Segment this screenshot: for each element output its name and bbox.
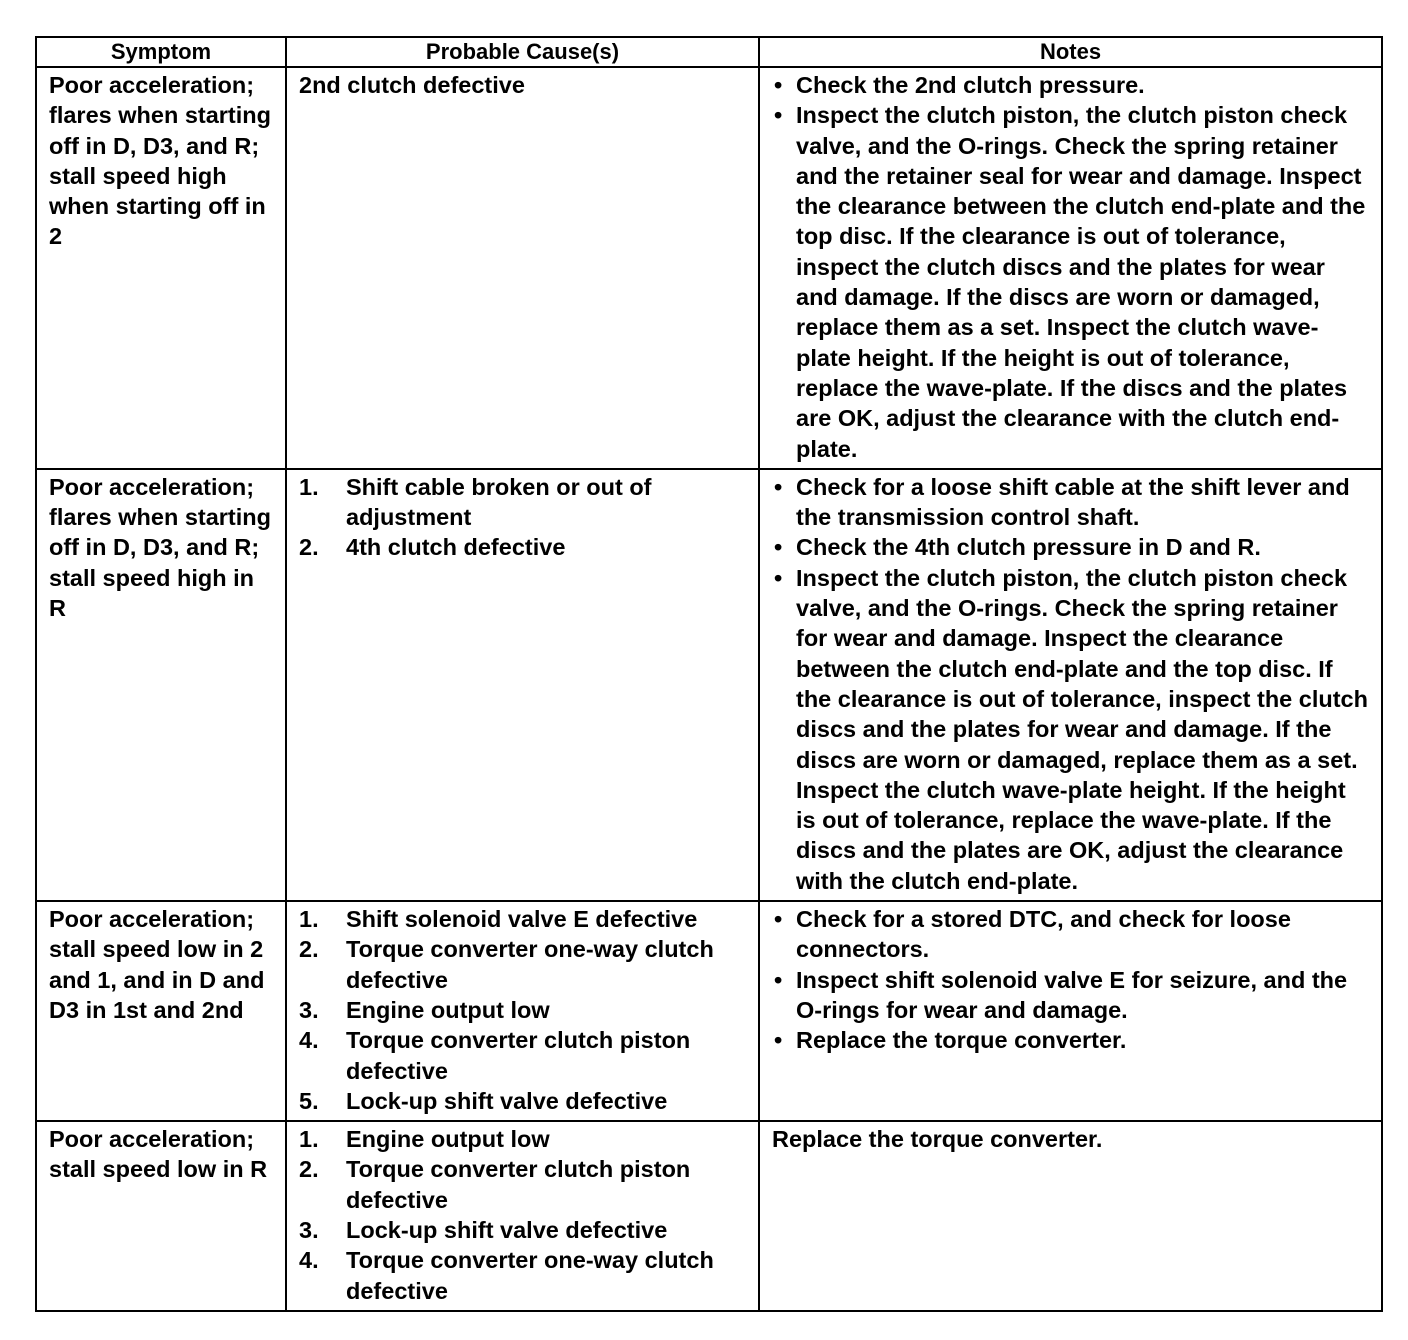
cause-item: 4. Torque converter one-way clutch defective	[299, 1247, 714, 1304]
cause-list	[299, 1124, 748, 1306]
symptom-cell: Poor acceleration; flares when starting off in D, D3, and R; stall speed high when starting off in 2	[36, 67, 286, 469]
cause-item: 1. Shift cable broken or out of adjustment	[299, 473, 652, 531]
notes-list	[772, 904, 1371, 1055]
table-row	[36, 1121, 1382, 1311]
header-probable-causes: Probable Cause(s)	[286, 37, 759, 67]
symptom-cell: Poor acceleration; flares when starting off in D, D3, and R; stall speed high in R	[36, 469, 286, 901]
notes-cell	[759, 901, 1382, 1121]
cause-item: 5. Lock-up shift valve defective	[299, 1087, 668, 1114]
note-text: Inspect the clutch piston, the clutch piston check valve, and the O-rings. Check the spring retainer for wear and damage. Inspect the clearance between the clutch end-plate and the top disc. If the clearance is out of tolerance, inspect the clutch discs and the plates for wear and damage. If the discs are worn or damaged, replace them as a set. Inspect the clutch wave-plate height. If the height is out of tolerance, replace the wave-plate. If the discs and the plates are OK, adjust the clearance with the clutch end-plate.	[796, 564, 1368, 894]
note-item: • Check the 2nd clutch pressure.	[772, 70, 1371, 100]
cause-cell	[286, 1121, 759, 1311]
troubleshooting-table	[35, 36, 1383, 1312]
note-text: Replace the torque converter.	[796, 1027, 1127, 1054]
header-symptom: Symptom	[36, 37, 286, 67]
cause-item: 1. Shift solenoid valve E defective	[299, 906, 698, 933]
cause-cell	[286, 67, 759, 469]
cause-list	[299, 904, 748, 1116]
notes-cell	[759, 1121, 1382, 1311]
cause-list	[299, 472, 748, 563]
note-item: • Inspect shift solenoid valve E for seizure, and the O-rings for wear and damage.	[772, 965, 1371, 1026]
note-text: Check the 4th clutch pressure in D and R.	[796, 534, 1261, 561]
table-row	[36, 67, 1382, 469]
table-row	[36, 901, 1382, 1121]
note-text: Inspect the clutch piston, the clutch piston check valve, and the O-rings. Check the spring retainer and the retainer seal for wear and damage. Inspect the clearance between the clutch end-plate and the top disc. If the clearance is out of tolerance, inspect the clutch discs and the plates for wear and damage. If the discs are worn or damaged, replace them as a set. Inspect the clutch wave-plate height. If the height is out of tolerance, replace the wave-plate. If the discs and the plates are OK, adjust the clearance with the clutch end-plate.	[796, 102, 1366, 462]
cause-item: 2. Torque converter one-way clutch defective	[299, 936, 714, 993]
note-text: Check the 2nd clutch pressure.	[796, 72, 1145, 98]
note-item: • Replace the torque converter.	[772, 1025, 1371, 1055]
note-text: Replace the torque converter.	[772, 1126, 1103, 1153]
note-text: Check for a loose shift cable at the shift lever and the transmission control shaft.	[796, 473, 1350, 531]
cause-item: 4. Torque converter clutch piston defective	[299, 1027, 691, 1084]
cause-item: 3. Lock-up shift valve defective	[299, 1216, 668, 1243]
note-item: • Check for a loose shift cable at the shift lever and the transmission control shaft.	[772, 472, 1371, 533]
note-item: • Inspect the clutch piston, the clutch piston check valve, and the O-rings. Check the spring retainer for wear and damage. Inspect the clearance between the clutch end-plate and the top disc. If the clearance is out of tolerance, inspect the clutch discs and the plates for wear and damage. If the discs are worn or damaged, replace them as a set. Inspect the clutch wave-plate height. If the height is out of tolerance, replace the wave-plate. If the discs and the plates are OK, adjust the clearance with the clutch end-plate.	[772, 563, 1371, 896]
note-text: Inspect shift solenoid valve E for seizure, and the O-rings for wear and damage.	[796, 966, 1348, 1023]
notes-list	[772, 472, 1371, 896]
notes-cell	[759, 67, 1382, 469]
cause-cell	[286, 901, 759, 1121]
symptom-cell: Poor acceleration; stall speed low in R	[36, 1121, 286, 1311]
notes-list	[772, 70, 1371, 464]
note-item: • Check for a stored DTC, and check for loose connectors.	[772, 904, 1371, 965]
cause-item: 3. Engine output low	[299, 996, 550, 1023]
notes-cell	[759, 469, 1382, 901]
note-text: Check for a stored DTC, and check for loose connectors.	[796, 906, 1291, 963]
cause-item: 1. Engine output low	[299, 1126, 550, 1153]
cause-text: 2nd clutch defective	[299, 72, 525, 98]
symptom-cell: Poor acceleration; stall speed low in 2 and 1, and in D and D3 in 1st and 2nd	[36, 901, 286, 1121]
table-header-row	[36, 37, 1382, 67]
header-notes: Notes	[759, 37, 1382, 67]
table-row	[36, 469, 1382, 901]
cause-item: 2. Torque converter clutch piston defective	[299, 1156, 691, 1213]
cause-cell	[286, 469, 759, 901]
note-item: • Check the 4th clutch pressure in D and R.	[772, 532, 1371, 562]
cause-item: 2. 4th clutch defective	[299, 534, 566, 561]
note-item: • Inspect the clutch piston, the clutch piston check valve, and the O-rings. Check the spring retainer and the retainer seal for wear and damage. Inspect the clearance between the clutch end-plate and the top disc. If the clearance is out of tolerance, inspect the clutch discs and the plates for wear and damage. If the discs are worn or damaged, replace them as a set. Inspect the clutch wave-plate height. If the height is out of tolerance, replace the wave-plate. If the discs and the plates are OK, adjust the clearance with the clutch end-plate.	[772, 100, 1371, 464]
